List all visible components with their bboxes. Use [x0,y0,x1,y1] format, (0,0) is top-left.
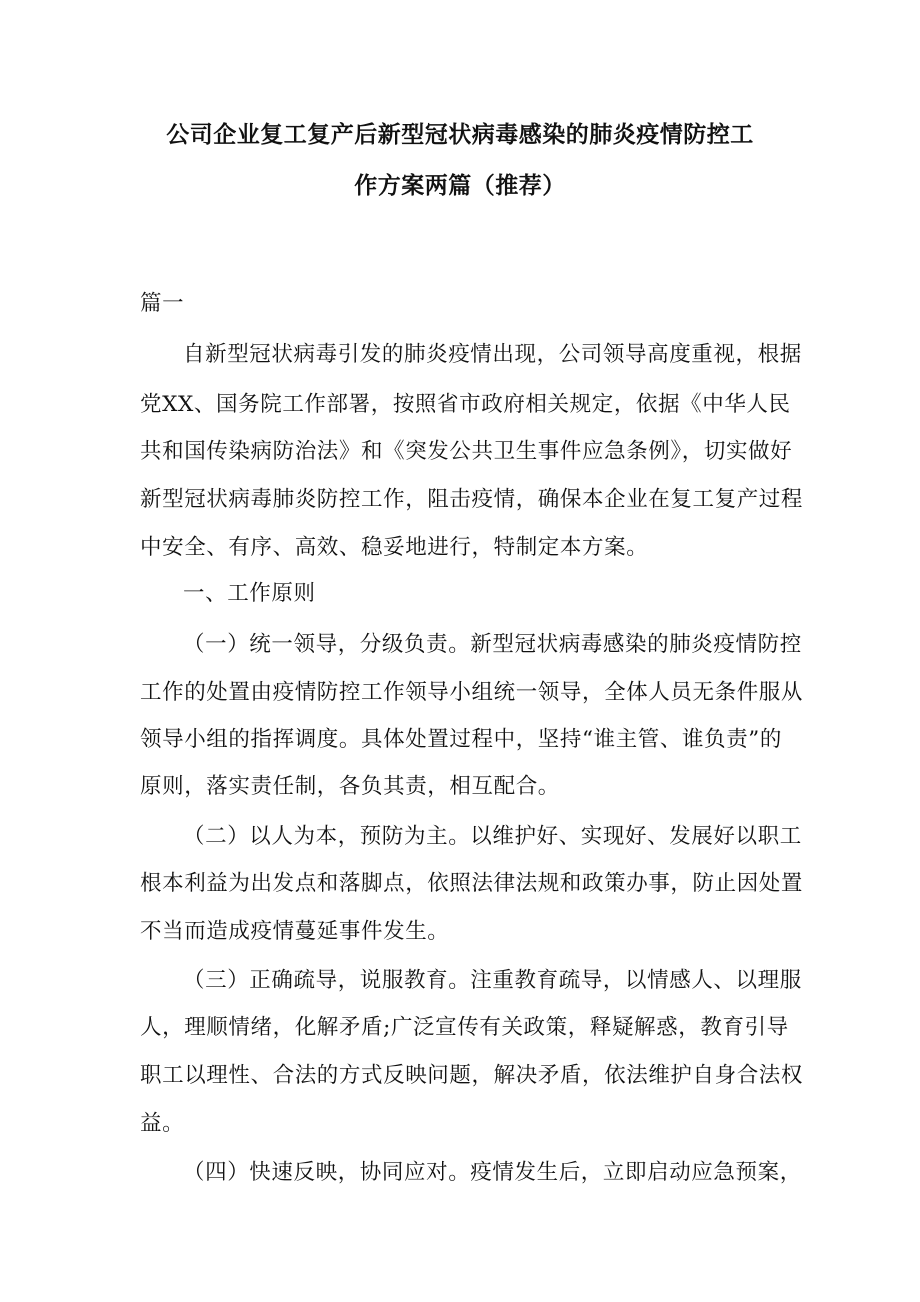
body-line: 新型冠状病毒肺炎防控工作，阻击疫情，确保本企业在复工复产过程 [140,487,804,512]
body-line: 根本利益为出发点和落脚点，依照法律法规和政策办事，防止因处置 [140,871,804,896]
document-title-line-2: 作方案两篇（推荐） [354,173,566,199]
body-line: 自新型冠状病毒引发的肺炎疫情出现，公司领导高度重视，根据 [183,342,802,367]
body-line: 人，理顺情绪，化解矛盾;广泛宣传有关政策，释疑解惑，教育引导 [140,1015,789,1040]
body-line: 工作的处置由疫情防控工作领导小组统一领导，全体人员无条件服从 [140,680,804,705]
body-line: 不当而造成疫情蔓延事件发生。 [140,919,450,944]
document-title-line-1: 公司企业复工复产后新型冠状病毒感染的肺炎疫情防控工 [166,122,754,148]
body-line: （一）统一领导，分级负责。新型冠状病毒感染的肺炎疫情防控 [183,632,802,657]
body-line: 领导小组的指挥调度。具体处置过程中，坚持“谁主管、谁负责”的 [140,727,782,752]
body-line: （三）正确疏导，说服教育。注重教育疏导，以情感人、以理服 [183,968,802,993]
body-line: 共和国传染病防治法》和《突发公共卫生事件应急条例》，切实做好 [140,439,793,464]
section-heading: 篇一 [140,291,185,316]
body-line: （四）快速反映，协同应对。疫情发生后，立即启动应急预案， [183,1160,802,1185]
body-line: 党XX、国务院工作部署，按照省市政府相关规定，依据《中华人民 [140,392,791,417]
section-title-principles: 一、工作原则 [183,581,316,606]
body-line: （二）以人为本，预防为主。以维护好、实现好、发展好以职工 [183,824,802,849]
body-line: 原则，落实责任制，各负其责，相互配合。 [140,774,560,799]
body-line: 中安全、有序、高效、稳妥地进行，特制定本方案。 [140,535,649,560]
body-line: 益。 [140,1111,185,1136]
body-line: 职工以理性、合法的方式反映问题，解决矛盾，依法维护自身合法权 [140,1063,804,1088]
